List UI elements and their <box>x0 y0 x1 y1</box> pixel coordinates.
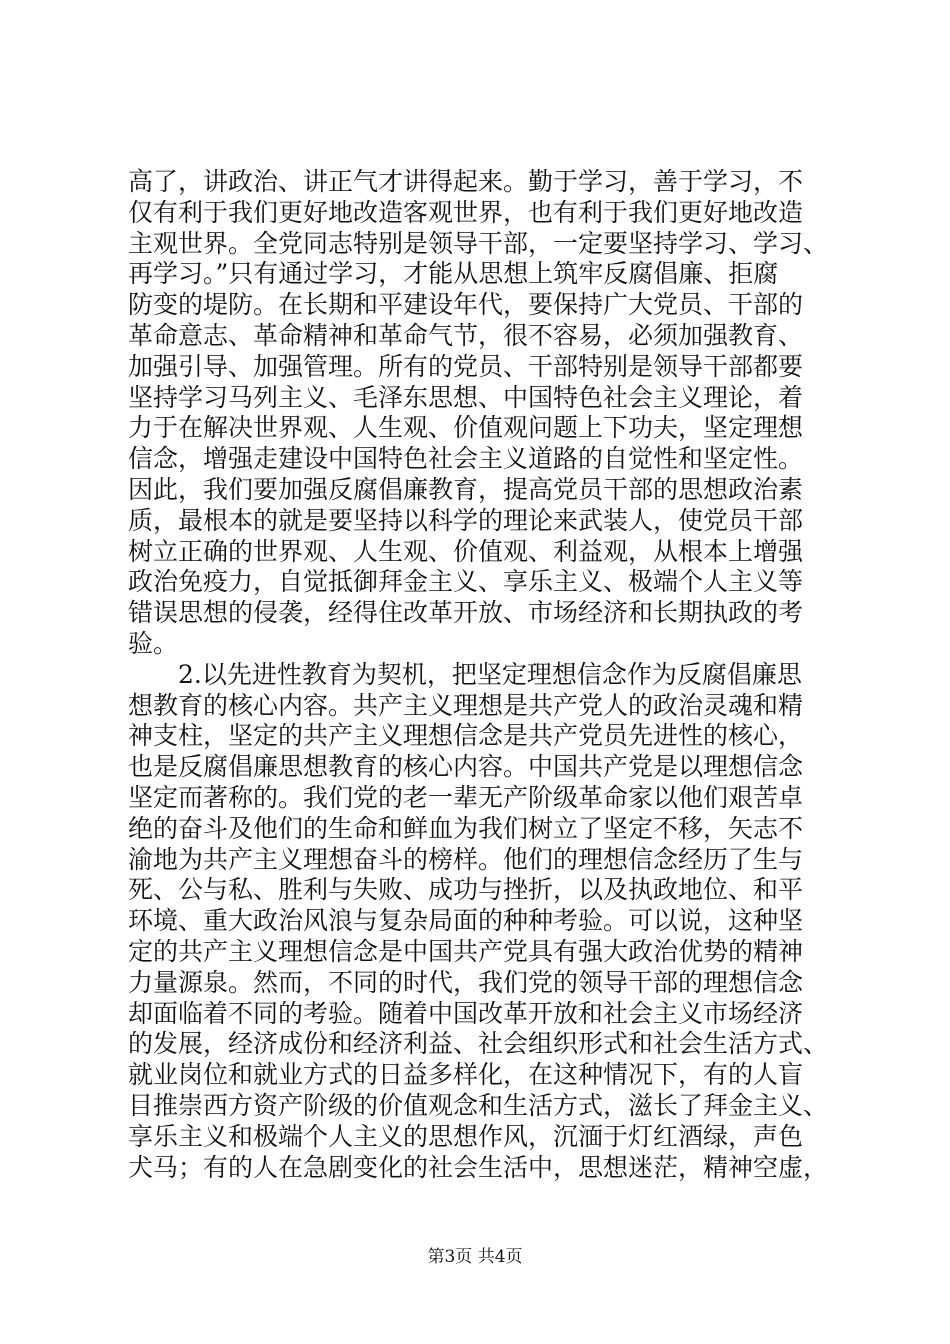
paragraph-start-line: 2.以先进性教育为契机，把坚定理想信念作为反腐倡廉思 <box>178 659 802 689</box>
page-footer <box>0 1245 950 1269</box>
text-line: 政治免疫力，自觉抵御拜金主义、享乐主义、极端个人主义等 <box>128 567 804 597</box>
text-line: 神支柱，坚定的共产主义理想信念是共产党员先进性的核心， <box>128 721 804 751</box>
text-line: 死、公与私、胜利与失败、成功与挫折，以及执政地位、和平 <box>128 875 804 905</box>
text-line: 也是反腐倡廉思想教育的核心内容。中国共产党是以理想信念 <box>128 752 804 782</box>
text-line: 信念，增强走建设中国特色社会主义道路的自觉性和坚定性。 <box>128 444 804 474</box>
text-line: 渝地为共产主义理想奋斗的榜样。他们的理想信念经历了生与 <box>128 844 804 874</box>
text-line: 因此，我们要加强反腐倡廉教育，提高党员干部的思想政治素 <box>128 474 804 504</box>
text-line: 坚定而著称的。我们党的老一辈无产阶级革命家以他们艰苦卓 <box>128 782 804 812</box>
text-line: 力于在解决世界观、人生观、价值观问题上下功夫，坚定理想 <box>128 413 804 443</box>
text-line: 仅有利于我们更好地改造客观世界，也有利于我们更好地改造 <box>128 197 804 227</box>
text-line: 定的共产主义理想信念是中国共产党具有强大政治优势的精神 <box>128 936 804 966</box>
text-line: 想教育的核心内容。共产主义理想是共产党人的政治灵魂和精 <box>128 690 804 720</box>
text-line: 环境、重大政治风浪与复杂局面的种种考验。可以说，这种坚 <box>128 906 804 936</box>
text-line: 革命意志、革命精神和革命气节，很不容易，必须加强教育、 <box>128 320 804 350</box>
text-line: 加强引导、加强管理。所有的党员、干部特别是领导干部都要 <box>128 351 804 381</box>
text-line: 却面临着不同的考验。随着中国改革开放和社会主义市场经济 <box>128 998 804 1028</box>
text-line: 再学习。”只有通过学习，才能从思想上筑牢反腐倡廉、拒腐 <box>128 259 779 289</box>
text-line: 防变的堤防。在长期和平建设年代，要保持广大党员、干部的 <box>128 290 804 320</box>
text-line: 验。 <box>128 628 179 658</box>
text-line: 错误思想的侵袭，经得住改革开放、市场经济和长期执政的考 <box>128 598 804 628</box>
text-line: 坚持学习马列主义、毛泽东思想、中国特色社会主义理论，着 <box>128 382 804 412</box>
text-line: 就业岗位和就业方式的日益多样化，在这种情况下，有的人盲 <box>128 1060 804 1090</box>
text-line: 树立正确的世界观、人生观、价值观、利益观，从根本上增强 <box>128 536 804 566</box>
page-number-label: 第3页 共4页 <box>427 1247 523 1267</box>
text-line: 的发展，经济成份和经济利益、社会组织形式和社会生活方式、 <box>128 1029 829 1059</box>
text-line: 绝的奋斗及他们的生命和鲜血为我们树立了坚定不移，矢志不 <box>128 813 804 843</box>
text-line: 质，最根本的就是要坚持以科学的理论来武装人，使党员干部 <box>128 505 804 535</box>
text-line: 主观世界。全党同志特别是领导干部，一定要坚持学习、学习、 <box>128 228 829 258</box>
text-line: 高了，讲政治、讲正气才讲得起来。勤于学习，善于学习，不 <box>128 167 804 196</box>
text-line: 享乐主义和极端个人主义的思想作风，沉湎于灯红酒绿，声色 <box>128 1121 804 1151</box>
text-line: 犬马；有的人在急剧变化的社会生活中，思想迷茫，精神空虚， <box>128 1152 829 1182</box>
body-text <box>128 167 828 1183</box>
text-line: 力量源泉。然而，不同的时代，我们党的领导干部的理想信念 <box>128 967 804 997</box>
text-line: 目推崇西方资产阶级的价值观念和生活方式，滋长了拜金主义、 <box>128 1090 829 1120</box>
